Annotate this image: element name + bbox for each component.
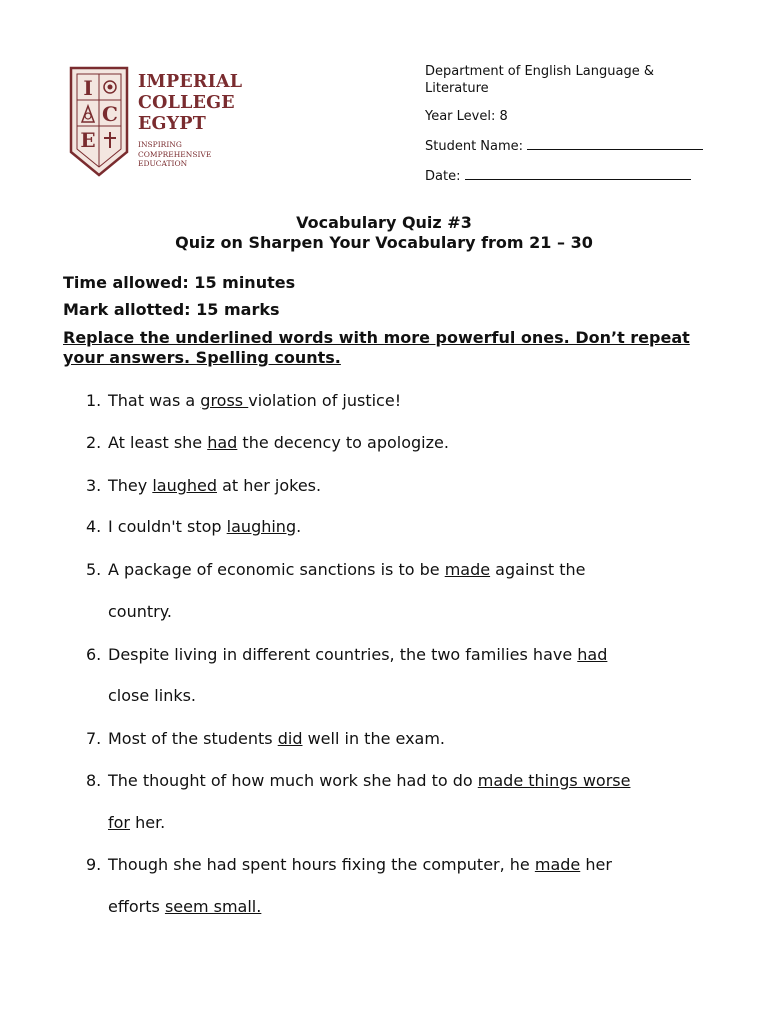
question-item [86,645,607,664]
underlined-word: made [534,855,581,874]
underlined-word: for [108,813,130,832]
question-text: her [580,855,612,874]
question-continuation [108,897,261,916]
question-text: At least she [108,433,208,452]
logo-line-1: IMPERIAL [138,72,243,92]
department-line-1: Department of English Language & [425,64,654,79]
question-text: her. [130,813,166,832]
question-item [86,517,301,536]
question-text: efforts [108,897,165,916]
question-text: A package of economic sanctions is to be [108,560,445,579]
question-text: country. [108,602,172,621]
question-text: Most of the students [108,729,278,748]
question-text: well in the exam. [302,729,446,748]
question-text: I couldn't stop [108,517,227,536]
underlined-word: seem small. [164,897,262,916]
student-name-label: Student Name: [425,139,524,154]
question-number: 6. [86,645,102,664]
question-number: 4. [86,517,102,536]
underlined-word: made [444,560,491,579]
question-continuation [108,686,196,705]
question-item [86,729,445,748]
svg-text:C: C [102,102,118,126]
question-item [86,476,321,495]
student-name-field[interactable] [527,137,703,150]
question-continuation [108,602,172,621]
date-label: Date: [425,169,461,184]
quiz-title [0,213,768,253]
underlined-word: gross [200,391,249,410]
question-text: The thought of how much work she had to do [108,771,478,790]
time-allowed: Time allowed: 15 minutes [63,273,296,292]
svg-text:I: I [83,76,93,100]
question-text: . [296,517,302,536]
school-logo [68,66,243,178]
question-text: the decency to apologize. [237,433,449,452]
logo-line-2: COLLEGE [138,93,235,113]
logo-tagline-3: EDUCATION [138,159,188,168]
question-text: violation of justice! [248,391,402,410]
question-item [86,391,401,410]
question-number: 9. [86,855,102,874]
svg-text:E: E [80,128,96,152]
underlined-word: laughing [226,517,297,536]
question-item [86,433,449,452]
question-number: 5. [86,560,102,579]
underlined-word: had [577,645,608,664]
logo-wordmark [138,72,242,169]
question-item [86,560,585,579]
marks-allotted: Mark allotted: 15 marks [63,300,280,319]
date-field[interactable] [465,167,691,180]
shield-emblem-icon [68,66,130,178]
question-text: Despite living in different countries, the two families have [108,645,578,664]
date-row [425,167,725,185]
question-text: That was a [108,391,201,410]
logo-tagline-1: INSPIRING [138,140,182,149]
question-number: 7. [86,729,102,748]
question-item [86,771,630,790]
question-number: 3. [86,476,102,495]
question-text: at her jokes. [217,476,322,495]
underlined-word: did [277,729,303,748]
question-continuation [108,813,165,832]
instructions: Replace the underlined words with more powerful ones. Don’t repeat your answers. Spelling counts. [63,328,690,367]
student-name-row [425,137,725,155]
question-item [86,855,612,874]
question-text: close links. [108,686,197,705]
underlined-word: had [207,433,238,452]
department-line-2: Literature [425,81,489,96]
question-number: 1. [86,391,102,410]
quiz-title-line-1: Vocabulary Quiz #3 [296,213,472,232]
quiz-title-line-2: Quiz on Sharpen Your Vocabulary from 21 – 30 [175,233,593,252]
question-text: against the [490,560,586,579]
logo-tagline-2: COMPREHENSIVE [138,149,212,159]
question-text: They [108,476,153,495]
underlined-word: laughed [152,476,217,495]
logo-line-3: EGYPT [138,114,206,134]
question-number: 8. [86,771,102,790]
department-name [425,63,725,97]
underlined-word: made things worse [477,771,631,790]
question-text: Though she had spent hours fixing the computer, he [108,855,535,874]
question-number: 2. [86,433,102,452]
header-info [425,63,725,192]
year-level: Year Level: 8 [425,109,508,124]
